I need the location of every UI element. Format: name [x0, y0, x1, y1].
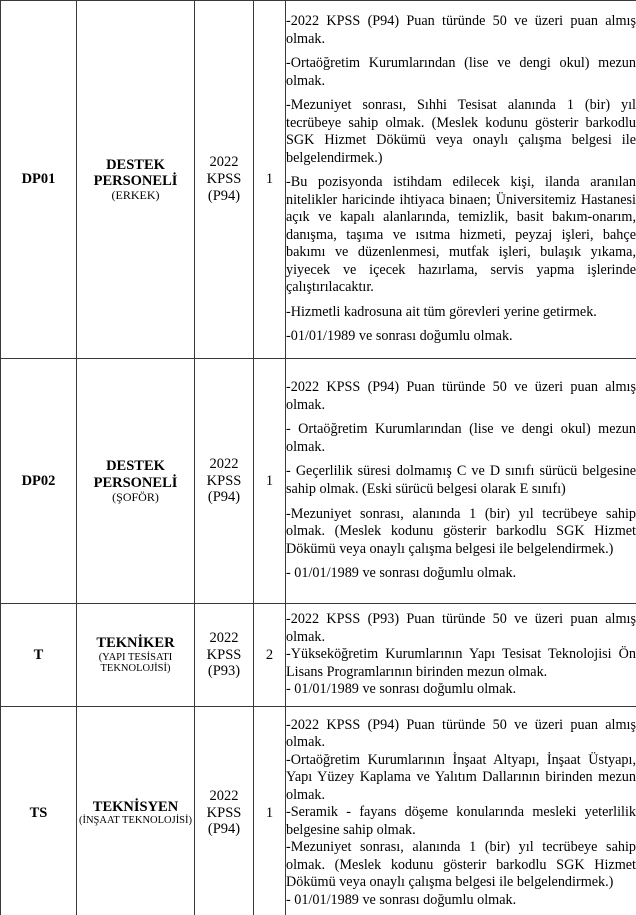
position-code-text: TS [29, 804, 48, 821]
position-title-cell [77, 604, 195, 707]
requirements-cell [286, 359, 636, 604]
position-title-cell [77, 1, 195, 359]
exam-score-type: (P94) [207, 821, 241, 838]
position-code-cell [1, 707, 77, 915]
vacancy-count-cell [254, 359, 286, 604]
vacancy-count-text: 1 [265, 804, 274, 821]
requirement-item: -2022 KPSS (P94) Puan türünde 50 ve üzeri puan almış olmak. [286, 12, 636, 47]
requirement-item: -01/01/1989 ve sonrası doğumlu olmak. [286, 328, 513, 345]
requirements-cell [286, 707, 636, 915]
position-title-sub: (YAPI TESİSATI TEKNOLOJİSİ) [98, 651, 173, 675]
exam-name: KPSS [206, 171, 242, 188]
requirement-item: - Geçerlilik süresi dolmamış C ve D sınıfı sürücü belgesine sahip olmak. (Eski sürücü belgesi olarak E sınıfı) [286, 463, 636, 497]
vacancy-count-text: 1 [265, 472, 274, 489]
exam-name: KPSS [206, 646, 242, 663]
table-row [1, 604, 636, 707]
requirement-item: -Yükseköğretim Kurumlarının Yapı Tesisat Teknolojisi Ön Lisans Programlarının birinden mezun olmak. [286, 646, 636, 680]
position-code-cell [1, 1, 77, 359]
requirements-list [286, 379, 636, 582]
position-code-text: DP01 [21, 171, 56, 187]
requirements-cell [286, 604, 636, 707]
requirement-item: -2022 KPSS (P93) Puan türünde 50 ve üzeri puan almış olmak. [286, 611, 636, 645]
exam-year: 2022 [209, 787, 239, 804]
exam-score-cell [195, 1, 254, 359]
vacancy-count-cell [254, 604, 286, 707]
vacancy-count-cell [254, 707, 286, 915]
position-title-cell [77, 359, 195, 604]
position-code-text: T [33, 646, 44, 663]
requirements-list [286, 717, 636, 910]
vacancy-count-text: 2 [265, 646, 274, 663]
requirement-item: -Ortaöğretim Kurumlarından (lise ve dengi okul) mezun olmak. [286, 55, 636, 89]
position-title-sub: (İNŞAAT TEKNOLOJİSİ) [78, 815, 193, 827]
requirement-item: -2022 KPSS (P94) Puan türünde 50 ve üzeri puan almış olmak. [286, 379, 636, 413]
exam-year: 2022 [209, 629, 239, 646]
exam-score-cell [195, 359, 254, 604]
position-title-sub: (ŞOFÖR) [112, 489, 159, 504]
exam-score-type: (P93) [207, 663, 241, 680]
requirement-item: -Mezuniyet sonrası, alanında 1 (bir) yıl tecrübeye sahip olmak. (Meslek kodunu gösterir barkodlu SGK Hizmet Dökümü veya onaylı çalışma belgesi ile belgelendirmek.) [286, 839, 636, 891]
requirements-list [286, 611, 636, 699]
position-title-main: TEKNİSYEN [92, 799, 179, 816]
table-row [1, 707, 636, 915]
requirement-item: -Bu pozisyonda istihdam edilecek kişi, ilanda aranılan nitelikler haricinde ihtiyaca binaen; Üniversitemiz Hastanesi açık ve kapalı alanlarında, temizlik, basit bakım-onarım, danışma, taşıma ve ısıtma hizmeti, peyzaj işleri, bahçe bakımı ve düzenlenmesi, mutfak işleri, bulaşık yıkama, yiyecek ve içecek hazırlama, servis yapma işlerinde çalıştırılacaktır. [286, 174, 636, 296]
position-code-cell [1, 359, 77, 604]
position-code-text: DP02 [21, 472, 56, 489]
requirement-item: -Seramik - fayans döşeme konularında mesleki yeterlilik belgesine sahip olmak. [286, 804, 636, 838]
position-title-main: TEKNİKER [96, 635, 175, 652]
requirements-list [286, 13, 636, 346]
exam-score-cell [195, 707, 254, 915]
requirement-item: - 01/01/1989 ve sonrası doğumlu olmak. [286, 565, 517, 582]
position-code-cell [1, 604, 77, 707]
position-title-main: DESTEK PERSONELİ [93, 156, 178, 190]
requirement-item: -Ortaöğretim Kurumlarının İnşaat Altyapı, İnşaat Üstyapı, Yapı Yüzey Kaplama ve Yalıtım Dallarının birinden mezun olmak. [286, 751, 636, 803]
exam-name: KPSS [206, 804, 242, 821]
exam-year: 2022 [209, 154, 239, 171]
position-title-main: DESTEK PERSONELİ [93, 458, 178, 491]
exam-score-cell [195, 604, 254, 707]
requirement-item: -Hizmetli kadrosuna ait tüm görevleri yerine getirmek. [286, 303, 597, 320]
requirement-item: - Ortaöğretim Kurumlarından (lise ve dengi okul) mezun olmak. [286, 421, 636, 455]
table-row [1, 359, 636, 604]
exam-score-type: (P94) [207, 489, 241, 506]
exam-year: 2022 [209, 455, 239, 472]
exam-score-type: (P94) [207, 187, 241, 204]
requirement-item: -2022 KPSS (P94) Puan türünde 50 ve üzeri puan almış olmak. [286, 716, 636, 751]
exam-name: KPSS [206, 472, 242, 489]
requirements-cell [286, 1, 636, 359]
vacancy-count-cell [254, 1, 286, 359]
position-title-sub: (ERKEK) [111, 188, 160, 203]
position-title-cell [77, 707, 195, 915]
table-row [1, 1, 636, 359]
requirement-item: -Mezuniyet sonrası, alanında 1 (bir) yıl tecrübeye sahip olmak. (Meslek kodunu gösterir barkodlu SGK Hizmet Dökümü veya onaylı çalışma belgesi ile belgelendirmek.) [286, 505, 636, 557]
vacancy-count-text: 1 [265, 171, 274, 187]
requirement-item: - 01/01/1989 ve sonrası doğumlu olmak. [286, 681, 517, 698]
requirement-item: -Mezuniyet sonrası, Sıhhi Tesisat alanında 1 (bir) yıl tecrübeye sahip olmak. (Meslek kodunu gösterir barkodlu SGK Hizmet Dökümü veya onaylı çalışma belgesi ile belgelendirmek.) [286, 97, 636, 166]
requirement-item: - 01/01/1989 ve sonrası doğumlu olmak. [286, 891, 517, 908]
